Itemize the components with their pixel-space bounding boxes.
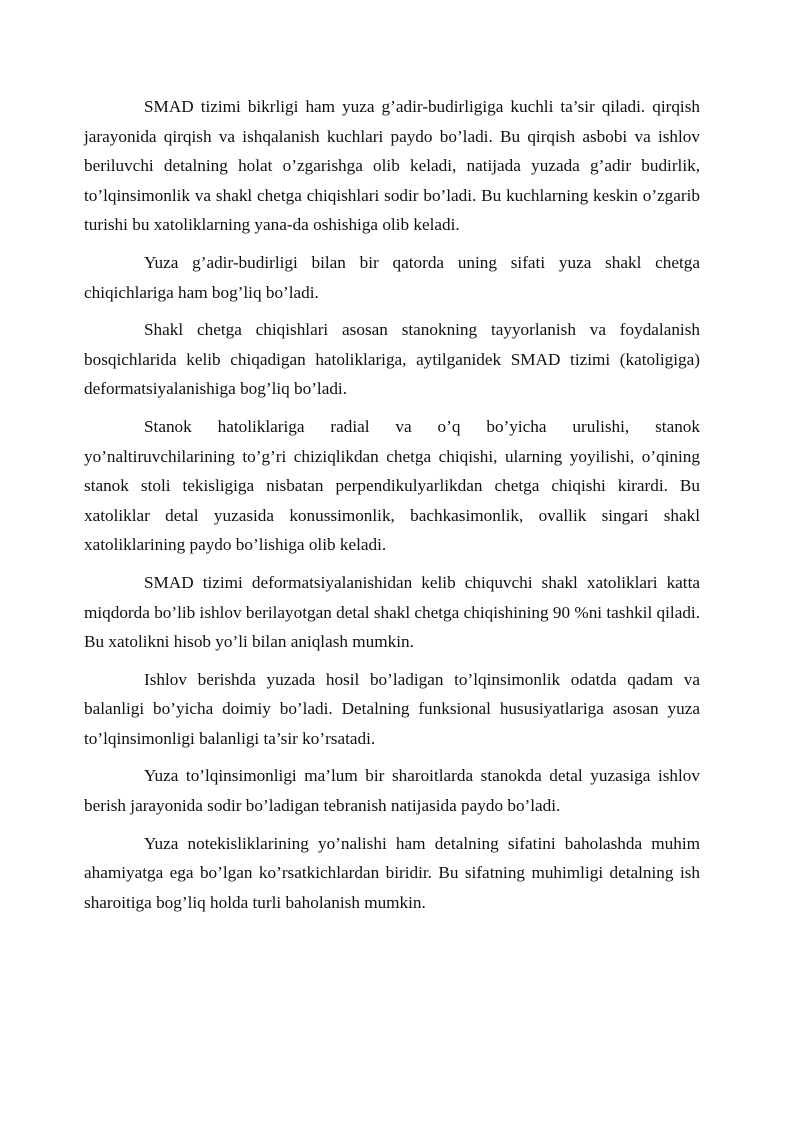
paragraph-5: SMAD tizimi deformatsiyalanishidan kelib chiquvchi shakl xatoliklari katta miqdorda bo’lib ishlov berilayotgan detal shakl chetga chiqishining 90 %ni tashkil qiladi. Bu xatolikni hisob yo’li bilan aniqlash mumkin. [84,572,700,652]
paragraph-8: Yuza notekisliklarining yo’nalishi ham detalning sifatini baholashda muhim ahamiyatga ega bo’lgan ko’rsatkichlardan biridir. Bu sifatning muhimligi detalning ish sharoitiga bog’liq holda turli baholanish mumkin. [84,833,700,912]
paragraph-2: Yuza g’adir-budirligi bilan bir qatorda uning sifati yuza shakl chetga chiqichlariga ham bog’liq bo’ladi. [84,252,700,302]
document-body [84,92,700,925]
paragraph-6: Ishlov berishda yuzada hosil bo’ladigan to’lqinsimonlik odatda qadam va balanligi bo’yicha doimiy bo’ladi. Detalning funksional hususiyatlariga asosan yuza to’lqinsimonligi balanligi ta’sir ko’rsatadi. [84,669,700,748]
paragraph-4: Stanok hatoliklariga radial va o’q bo’yicha urulishi, stanok yo’naltiruvchilarining to’g’ri chiziqlikdan chetga chiqishi, ularning yoyilishi, o’qining stanok stoli tekisligiga nisbatan perpendikulyarlikdan chetga chiqishi kirardi. Bu xatoliklar detal yuzasida konussimonlik, bachkasimonlik, ovallik singari shakl xatoliklarining paydo bo’lishiga olib keladi. [84,416,700,555]
paragraph-7: Yuza to’lqinsimonligi ma’lum bir sharoitlarda stanokda detal yuzasiga ishlov berish jarayonida sodir bo’ladigan tebranish natijasida paydo bo’ladi. [84,766,700,816]
paragraph-3: Shakl chetga chiqishlari asosan stanokning tayyorlanish va foydalanish bosqichlarida kelib chiqadigan hatoliklariga, aytilganidek SMAD tizimi (katoligiga) deformatsiyalanishiga bog’liq bo’ladi. [84,320,700,399]
paragraph-1: SMAD tizimi bikrligi ham yuza g’adir-budirligiga kuchli ta’sir qiladi. qirqish jarayonida qirqish va ishqalanish kuchlari paydo bo’ladi. Bu qirqish asbobi va ishlov beriluvchi detalning holat o’zgarishga olib keladi, natijada yuzada g’adir budirlik, to’lqinsimonlik va shakl chetga chiqishlari sodir bo’ladi. Bu kuchlarning keskin o’zgarib turishi bu xatoliklarning yana-da oshishiga olib keladi. [84,97,700,235]
